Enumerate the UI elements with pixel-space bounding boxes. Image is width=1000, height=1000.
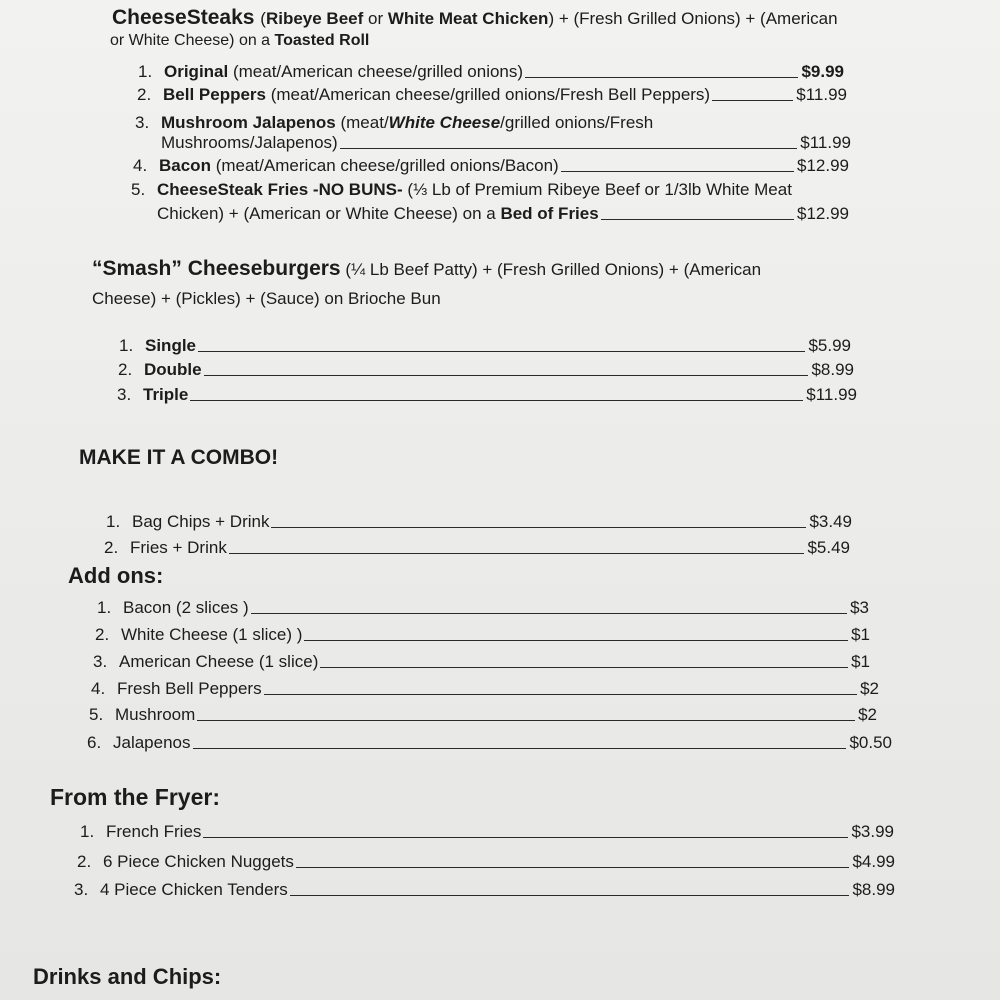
fryer-title-text: From the Fryer: xyxy=(50,784,220,810)
item-number: 1. xyxy=(119,336,134,355)
leader-line xyxy=(229,553,805,554)
item-title: Triple xyxy=(143,385,189,404)
list-item xyxy=(97,598,869,618)
leader-line xyxy=(525,77,798,78)
item-price: $5.99 xyxy=(808,336,851,355)
desc-part: ) + (Fresh Grilled Onions) + (American xyxy=(548,9,838,28)
item-name xyxy=(164,62,523,82)
item-price: $9.99 xyxy=(801,62,844,81)
item-price: $2 xyxy=(860,679,879,698)
item-title: Mushroom xyxy=(115,705,196,724)
smash-title-text: “Smash” Cheeseburgers xyxy=(92,257,341,280)
item-number: 2. xyxy=(104,538,119,557)
item-detail-bed-of-fries: Bed of Fries xyxy=(500,204,599,223)
item-number: 4. xyxy=(133,156,148,175)
leader-line xyxy=(271,527,806,528)
item-price: $4.99 xyxy=(852,852,895,871)
item-price: $3 xyxy=(850,598,869,617)
leader-line xyxy=(193,748,847,749)
item-number: 1. xyxy=(138,62,153,81)
item-number: 4. xyxy=(91,679,106,698)
item-title: Bacon xyxy=(159,156,211,175)
cheesesteaks-desc-line2 xyxy=(110,32,369,50)
item-detail: (meat/ xyxy=(335,113,389,132)
item-name xyxy=(159,156,559,176)
list-item xyxy=(93,652,870,672)
item-detail: (⅓ Lb of Premium Ribeye Beef or 1/3lb White Meat xyxy=(402,180,792,199)
desc-part: ( xyxy=(260,9,266,28)
item-number: 2. xyxy=(95,625,110,644)
item-price: $11.99 xyxy=(796,85,847,104)
smash-desc: (¼ Lb Beef Patty) + (Fresh Grilled Onions) + (American xyxy=(340,260,762,279)
item-title: Bag Chips + Drink xyxy=(132,512,270,531)
item-title: Bacon (2 slices ) xyxy=(123,598,249,617)
desc-part: or White Cheese) on a xyxy=(110,32,275,49)
cheesesteaks-title xyxy=(112,6,838,30)
item-price: $5.49 xyxy=(807,538,850,557)
item-number: 3. xyxy=(74,880,89,899)
drinks-title xyxy=(33,964,221,990)
item-title: White Cheese (1 slice) ) xyxy=(121,625,303,644)
leader-line xyxy=(203,837,848,838)
leader-line xyxy=(712,100,793,101)
item-number: 6. xyxy=(87,733,102,752)
item-price: $8.99 xyxy=(811,360,854,379)
leader-line xyxy=(190,400,803,401)
item-detail: /grilled onions/Fresh xyxy=(500,113,654,132)
leader-line xyxy=(296,867,850,868)
smash-title xyxy=(92,257,761,281)
item-price: $1 xyxy=(851,625,870,644)
item-price: $11.99 xyxy=(800,133,851,152)
item-price: $8.99 xyxy=(852,880,895,899)
list-item xyxy=(135,113,735,133)
item-detail: (meat/American cheese/grilled onions/Fresh Bell Peppers) xyxy=(266,85,711,104)
item-number: 3. xyxy=(117,385,132,404)
list-item xyxy=(91,679,879,699)
item-number: 3. xyxy=(93,652,108,671)
item-title: Bell Peppers xyxy=(163,85,266,104)
fryer-title xyxy=(50,784,220,811)
list-item xyxy=(77,852,895,872)
list-item xyxy=(119,336,851,356)
list-item-line2 xyxy=(161,133,851,153)
combo-title-text: MAKE IT A COMBO! xyxy=(79,446,279,469)
list-item xyxy=(87,733,892,753)
item-price: $12.99 xyxy=(797,156,849,175)
leader-line xyxy=(197,720,855,721)
list-item xyxy=(80,822,894,842)
item-price: $11.99 xyxy=(806,385,857,404)
leader-line xyxy=(561,171,794,172)
list-item xyxy=(106,512,852,532)
item-detail: Mushrooms/Jalapenos) xyxy=(161,133,338,152)
item-number: 2. xyxy=(118,360,133,379)
item-title: Fresh Bell Peppers xyxy=(117,679,262,698)
item-title: Jalapenos xyxy=(113,733,191,752)
item-number: 2. xyxy=(137,85,152,104)
list-item-line2 xyxy=(157,204,849,224)
list-item xyxy=(104,538,850,558)
list-item xyxy=(74,880,895,900)
item-price: $2 xyxy=(858,705,877,724)
desc-part: or xyxy=(363,9,388,28)
list-item xyxy=(131,180,891,200)
item-title: Original xyxy=(164,62,229,81)
item-price: $1 xyxy=(851,652,870,671)
cheesesteaks-desc xyxy=(260,9,837,28)
combo-title xyxy=(79,446,278,470)
desc-chicken: White Meat Chicken xyxy=(387,9,549,28)
item-number: 5. xyxy=(131,180,146,199)
list-item xyxy=(133,156,849,176)
list-item xyxy=(117,385,857,405)
drinks-title-text: Drinks and Chips: xyxy=(33,964,222,989)
item-name xyxy=(161,113,653,133)
item-number: 3. xyxy=(135,113,150,132)
item-detail-emphasis: White Cheese xyxy=(388,113,501,132)
item-title: 4 Piece Chicken Tenders xyxy=(100,880,288,899)
item-name xyxy=(163,85,710,105)
addons-title xyxy=(68,563,163,589)
item-title: 6 Piece Chicken Nuggets xyxy=(103,852,294,871)
smash-desc-line2 xyxy=(92,289,441,309)
item-number: 5. xyxy=(89,705,104,724)
item-title: French Fries xyxy=(106,822,202,841)
leader-line xyxy=(304,640,848,641)
item-title: CheeseSteak Fries -NO BUNS- xyxy=(157,180,403,199)
list-item xyxy=(138,62,844,82)
item-detail-part: Chicken) + (American or White Cheese) on a xyxy=(157,204,501,223)
leader-line xyxy=(340,148,798,149)
leader-line xyxy=(264,694,858,695)
leader-line xyxy=(198,351,805,352)
item-number: 1. xyxy=(97,598,112,617)
leader-line xyxy=(320,667,848,668)
item-price: $12.99 xyxy=(797,204,849,223)
item-title: Fries + Drink xyxy=(130,538,227,557)
item-detail: (meat/American cheese/grilled onions) xyxy=(228,62,524,81)
list-item xyxy=(95,625,870,645)
item-price: $0.50 xyxy=(849,733,892,752)
item-detail xyxy=(157,204,599,224)
desc-toasted-roll: Toasted Roll xyxy=(274,32,370,49)
item-number: 2. xyxy=(77,852,92,871)
list-item xyxy=(137,85,847,105)
desc-part: Cheese) + (Pickles) + (Sauce) on Brioche Bun xyxy=(92,289,441,308)
leader-line xyxy=(251,613,847,614)
item-price: $3.49 xyxy=(809,512,852,531)
leader-line xyxy=(204,375,809,376)
item-price: $3.99 xyxy=(851,822,894,841)
leader-line xyxy=(290,895,850,896)
item-title: Double xyxy=(144,360,202,379)
leader-line xyxy=(601,219,794,220)
item-detail: (meat/American cheese/grilled onions/Bacon) xyxy=(210,156,559,175)
item-title: Single xyxy=(145,336,197,355)
item-title: Mushroom Jalapenos xyxy=(161,113,336,132)
item-number: 1. xyxy=(80,822,95,841)
list-item xyxy=(89,705,877,725)
item-name xyxy=(157,180,792,200)
item-number: 1. xyxy=(106,512,121,531)
list-item xyxy=(118,360,854,380)
addons-title-text: Add ons: xyxy=(68,563,164,588)
desc-ribeye: Ribeye Beef xyxy=(265,9,364,28)
cheesesteaks-title-text: CheeseSteaks xyxy=(112,6,255,29)
item-title: American Cheese (1 slice) xyxy=(119,652,319,671)
